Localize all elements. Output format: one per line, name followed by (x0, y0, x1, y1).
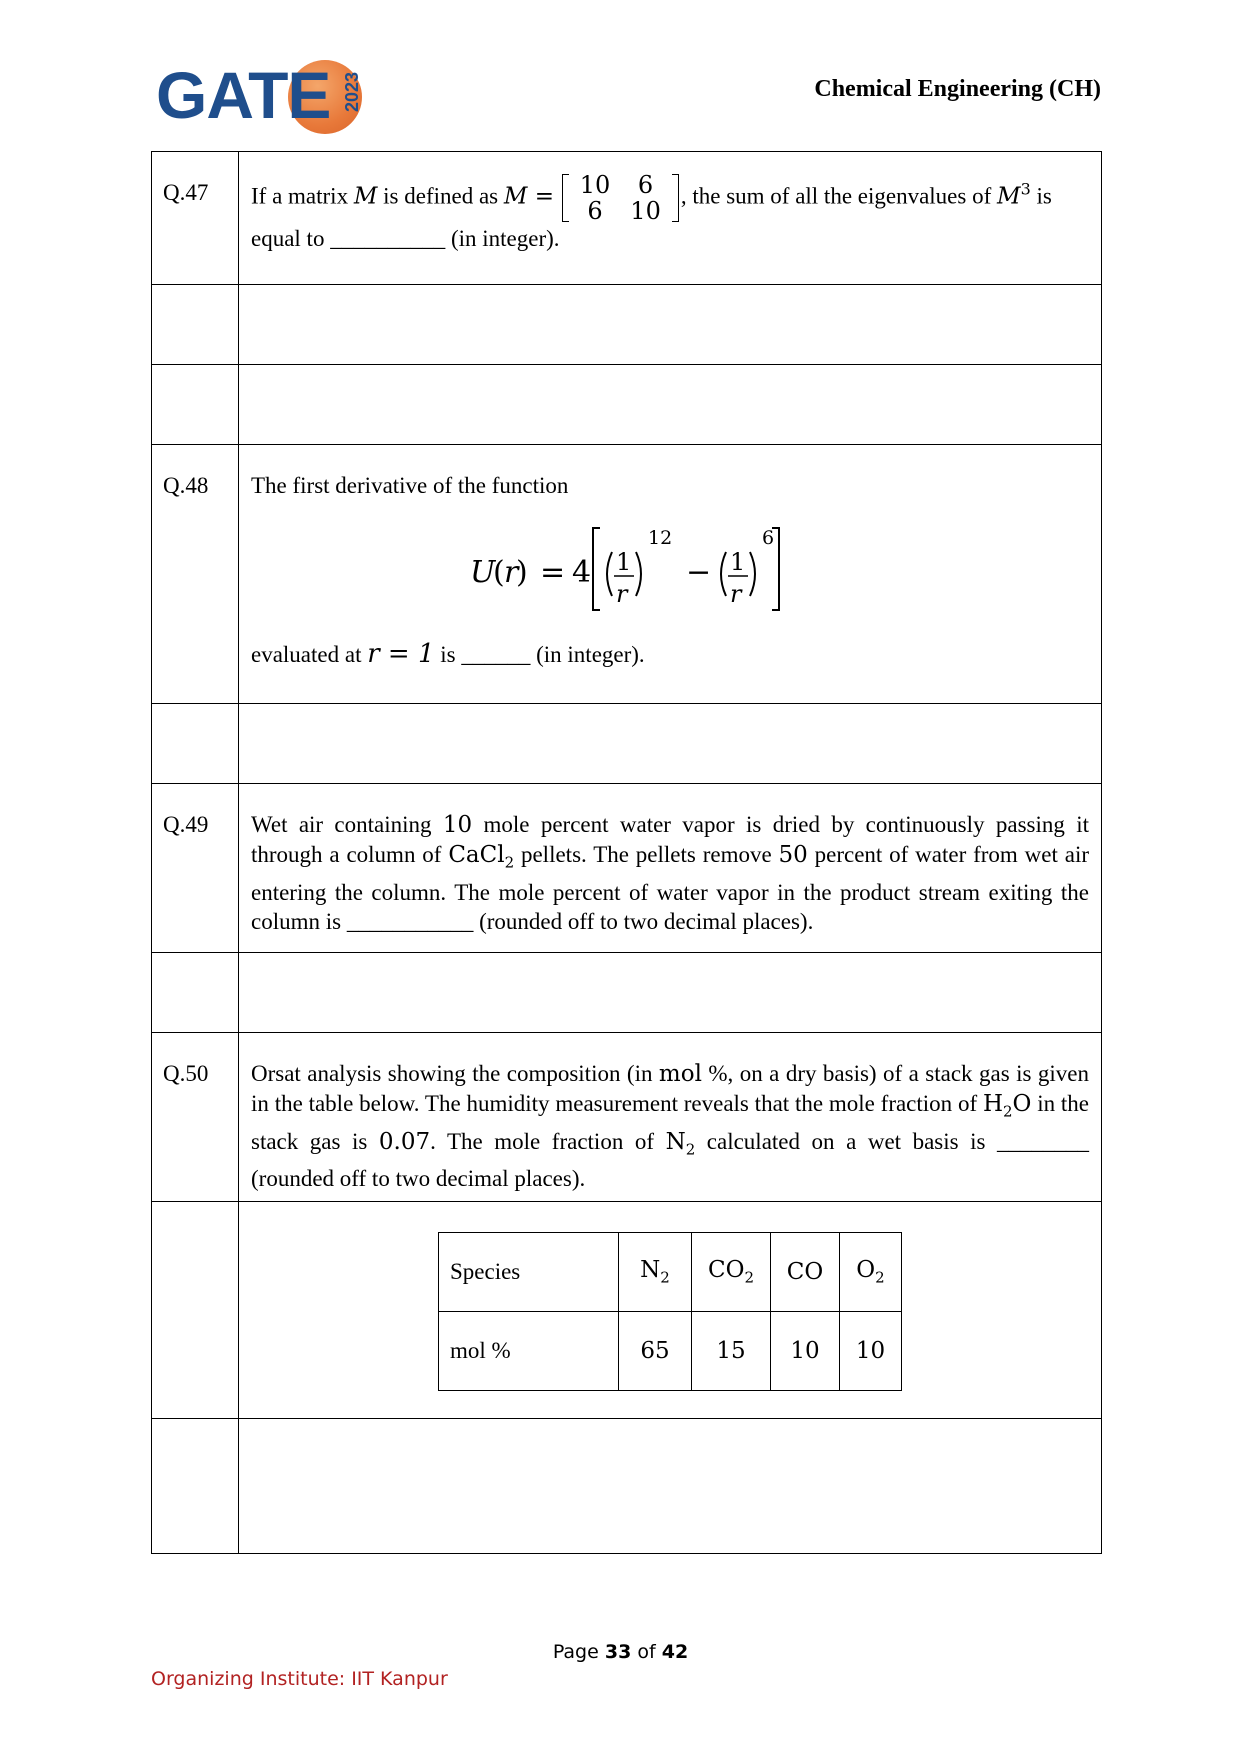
paper-title: Chemical Engineering (CH) (814, 76, 1101, 102)
species-cell: $O_2$ (840, 1233, 902, 1312)
species-cell: $CO_2$ (692, 1233, 771, 1312)
gate-logo (156, 58, 366, 138)
logo-text: GATE (156, 58, 331, 132)
svg-text:6: 6 (762, 527, 775, 549)
species-header: Species (439, 1233, 619, 1312)
question-text: Orsat analysis showing the composition (in mol %, on a dry basis) of a stack gas is given in the table below. The humidity measurement reveals that the mole fraction of $H_2O$ in the stack gas is 0.07. The mole fraction of $N_2$ calculated on a wet basis is ________ (rounded off to two decimal places). (239, 1033, 1102, 1202)
answer-blank: ________ (997, 1128, 1089, 1154)
mol-header: mol % (439, 1312, 619, 1391)
svg-text:): ) (516, 555, 528, 590)
question-number: Q.48 (152, 445, 239, 704)
question-text: If a matrix M is defined as M = 10 6 6 10 , the sum of all the eigenvalues of $M^3$ is equal to __________ (in integer). (239, 152, 1102, 285)
formula (251, 518, 1089, 618)
svg-text:1: 1 (616, 548, 632, 576)
question-number: Q.49 (152, 784, 239, 953)
svg-text:U: U (470, 555, 496, 590)
question-text: The first derivative of the function U ( r ) = 4 1 r 12 − 1 r 6 evaluated at r = 1 is ______ (in integer). (239, 445, 1102, 704)
mol-value: 65 (619, 1312, 692, 1391)
svg-text:−: − (686, 555, 712, 590)
svg-text:12: 12 (648, 527, 673, 549)
mol-value: 10 (771, 1312, 840, 1391)
species-table (438, 1232, 902, 1391)
matrix: 10 6 6 10 (562, 172, 679, 224)
logo-year: 2023 (342, 72, 362, 113)
svg-text:(: ( (493, 555, 505, 590)
page-number: Page 33 of 42 (552, 1641, 689, 1663)
answer-blank: ______ (461, 642, 531, 667)
svg-text:r: r (504, 555, 519, 590)
mol-value: 10 (840, 1312, 902, 1391)
answer-blank: ___________ (346, 908, 474, 934)
answer-blank: __________ (330, 226, 446, 251)
svg-text:r: r (616, 580, 628, 608)
organizer-text: Organizing Institute: IIT Kanpur (151, 1668, 448, 1690)
mol-value: 15 (692, 1312, 771, 1391)
svg-text:r: r (730, 580, 742, 608)
svg-text:=: = (540, 555, 566, 590)
species-cell: $N_2$ (619, 1233, 692, 1312)
question-text: Wet air containing 10 mole percent water vapor is dried by continuously passing it through a column of CaCl$_2$ pellets. The pellets remove 50 percent of water from wet air entering the column. The mole percent of water vapor in the product stream exiting the column is ___________ (rounded off to two decimal places). (239, 784, 1102, 953)
svg-text:4: 4 (572, 555, 592, 590)
svg-text:1: 1 (730, 548, 746, 576)
question-number: Q.50 (152, 1033, 239, 1202)
question-number: Q.47 (152, 152, 239, 285)
species-cell: CO (771, 1233, 840, 1312)
question-table (151, 151, 1102, 1554)
